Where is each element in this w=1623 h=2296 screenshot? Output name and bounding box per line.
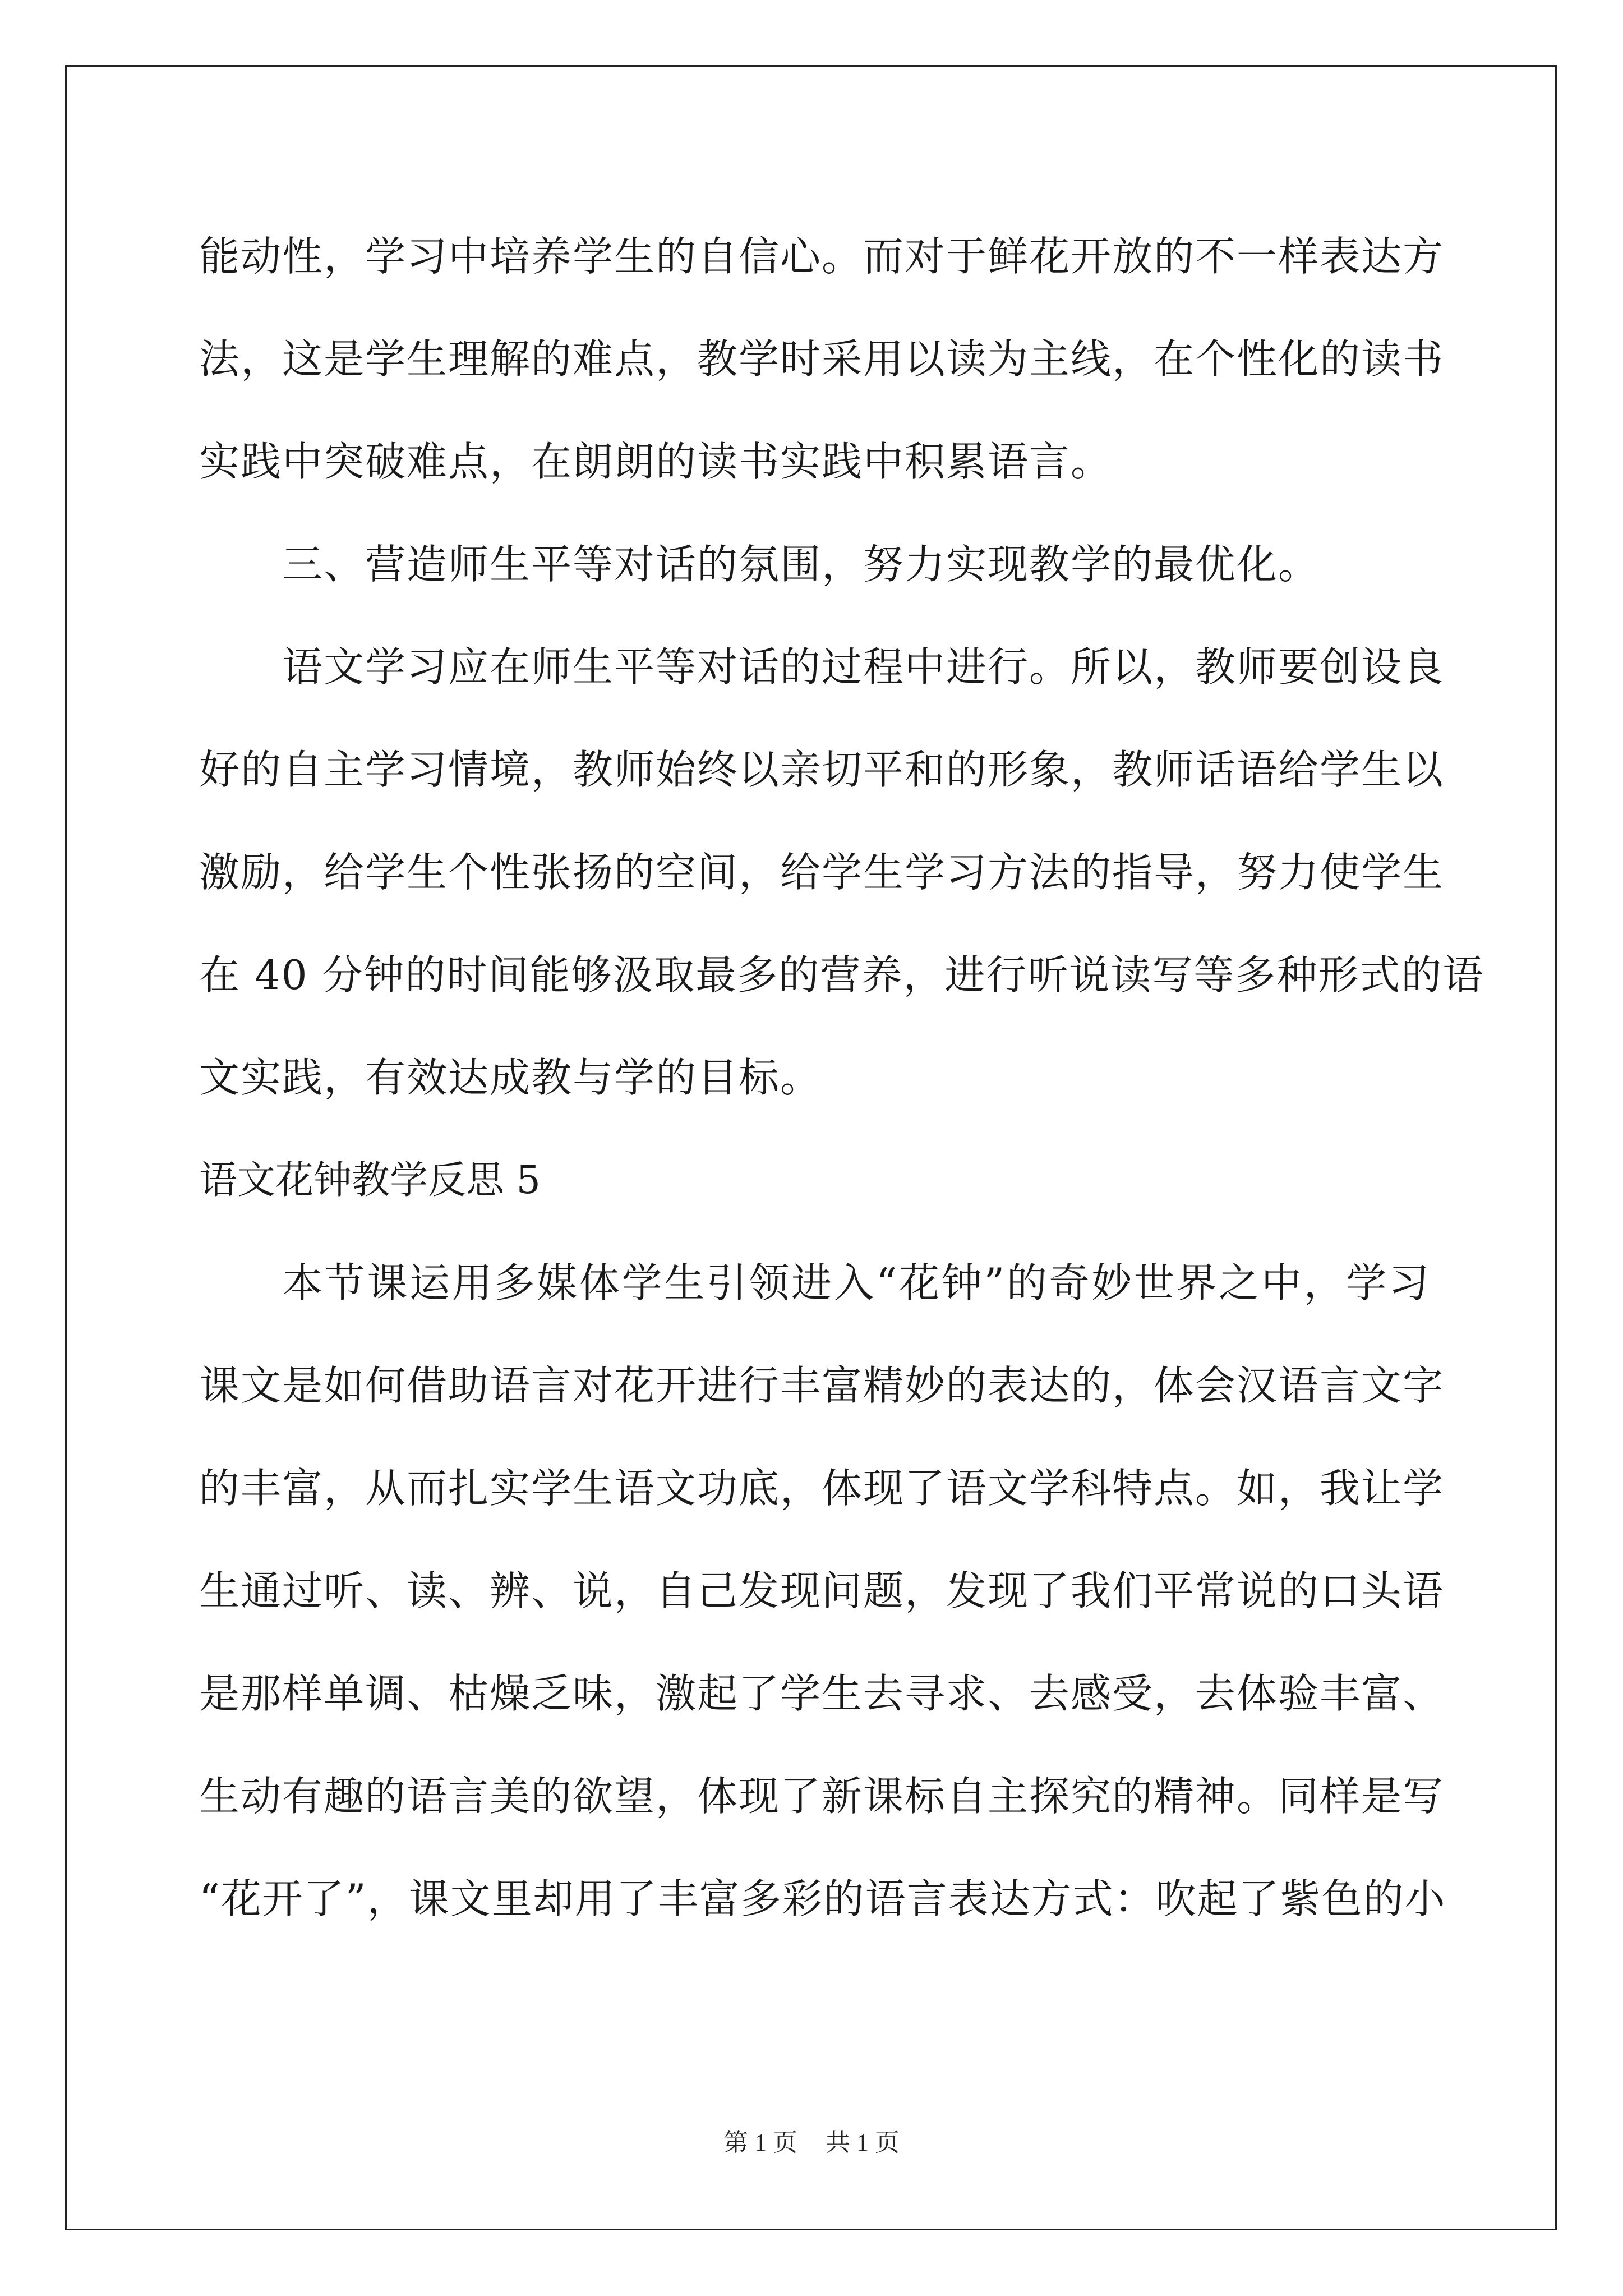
paragraph-line: 激励，给学生个性张扬的空间，给学生学习方法的指导，努力使学生 <box>199 849 1445 896</box>
paragraph-line: 是那样单调、枯燥乏味，激起了学生去寻求、去感受，去体验丰富、 <box>199 1670 1445 1717</box>
paragraph-line: 本节课运用多媒体学生引领进入“花钟”的奇妙世界之中，学习 <box>282 1259 1430 1306</box>
page-number-current: 第 1 页 <box>723 2129 797 2156</box>
paragraph-line: 文实践，有效达成教与学的目标。 <box>199 1054 822 1101</box>
article-title: 语文花钟教学反思 5 <box>199 1158 541 1203</box>
paragraph-line: 在 40 分钟的时间能够汲取最多的营养，进行听说读写等多种形式的语 <box>199 951 1484 999</box>
paragraph-line: 语文学习应在师生平等对话的过程中进行。所以，教师要创设良 <box>282 643 1445 691</box>
paragraph-line: 生通过听、读、辨、说，自己发现问题，发现了我们平常说的口头语 <box>199 1567 1445 1614</box>
page-footer <box>0 2126 1623 2160</box>
section-heading-line: 三、营造师生平等对话的氛围，努力实现教学的最优化。 <box>282 541 1320 588</box>
paragraph-line: 法，这是学生理解的难点，教学时采用以读为主线，在个性化的读书 <box>199 335 1445 383</box>
paragraph-line: 能动性，学习中培养学生的自信心。而对于鲜花开放的不一样表达方 <box>199 233 1445 280</box>
paragraph-line: 的丰富，从而扎实学生语文功底，体现了语文学科特点。如，我让学 <box>199 1465 1445 1512</box>
paragraph-line: 生动有趣的语言美的欲望，体现了新课标自主探究的精神。同样是写 <box>199 1773 1445 1820</box>
paragraph-line: 好的自主学习情境，教师始终以亲切平和的形象，教师话语给学生以 <box>199 746 1445 793</box>
document-body <box>199 205 1484 1950</box>
paragraph-line: 实践中突破难点，在朗朗的读书实践中积累语言。 <box>199 438 1113 485</box>
paragraph-line: 课文是如何借助语言对花开进行丰富精妙的表达的，体会汉语言文字 <box>199 1362 1445 1409</box>
paragraph-line: “花开了”，课文里却用了丰富多彩的语言表达方式：吹起了紫色的小 <box>199 1875 1446 1922</box>
page-number-total: 共 1 页 <box>826 2129 900 2156</box>
